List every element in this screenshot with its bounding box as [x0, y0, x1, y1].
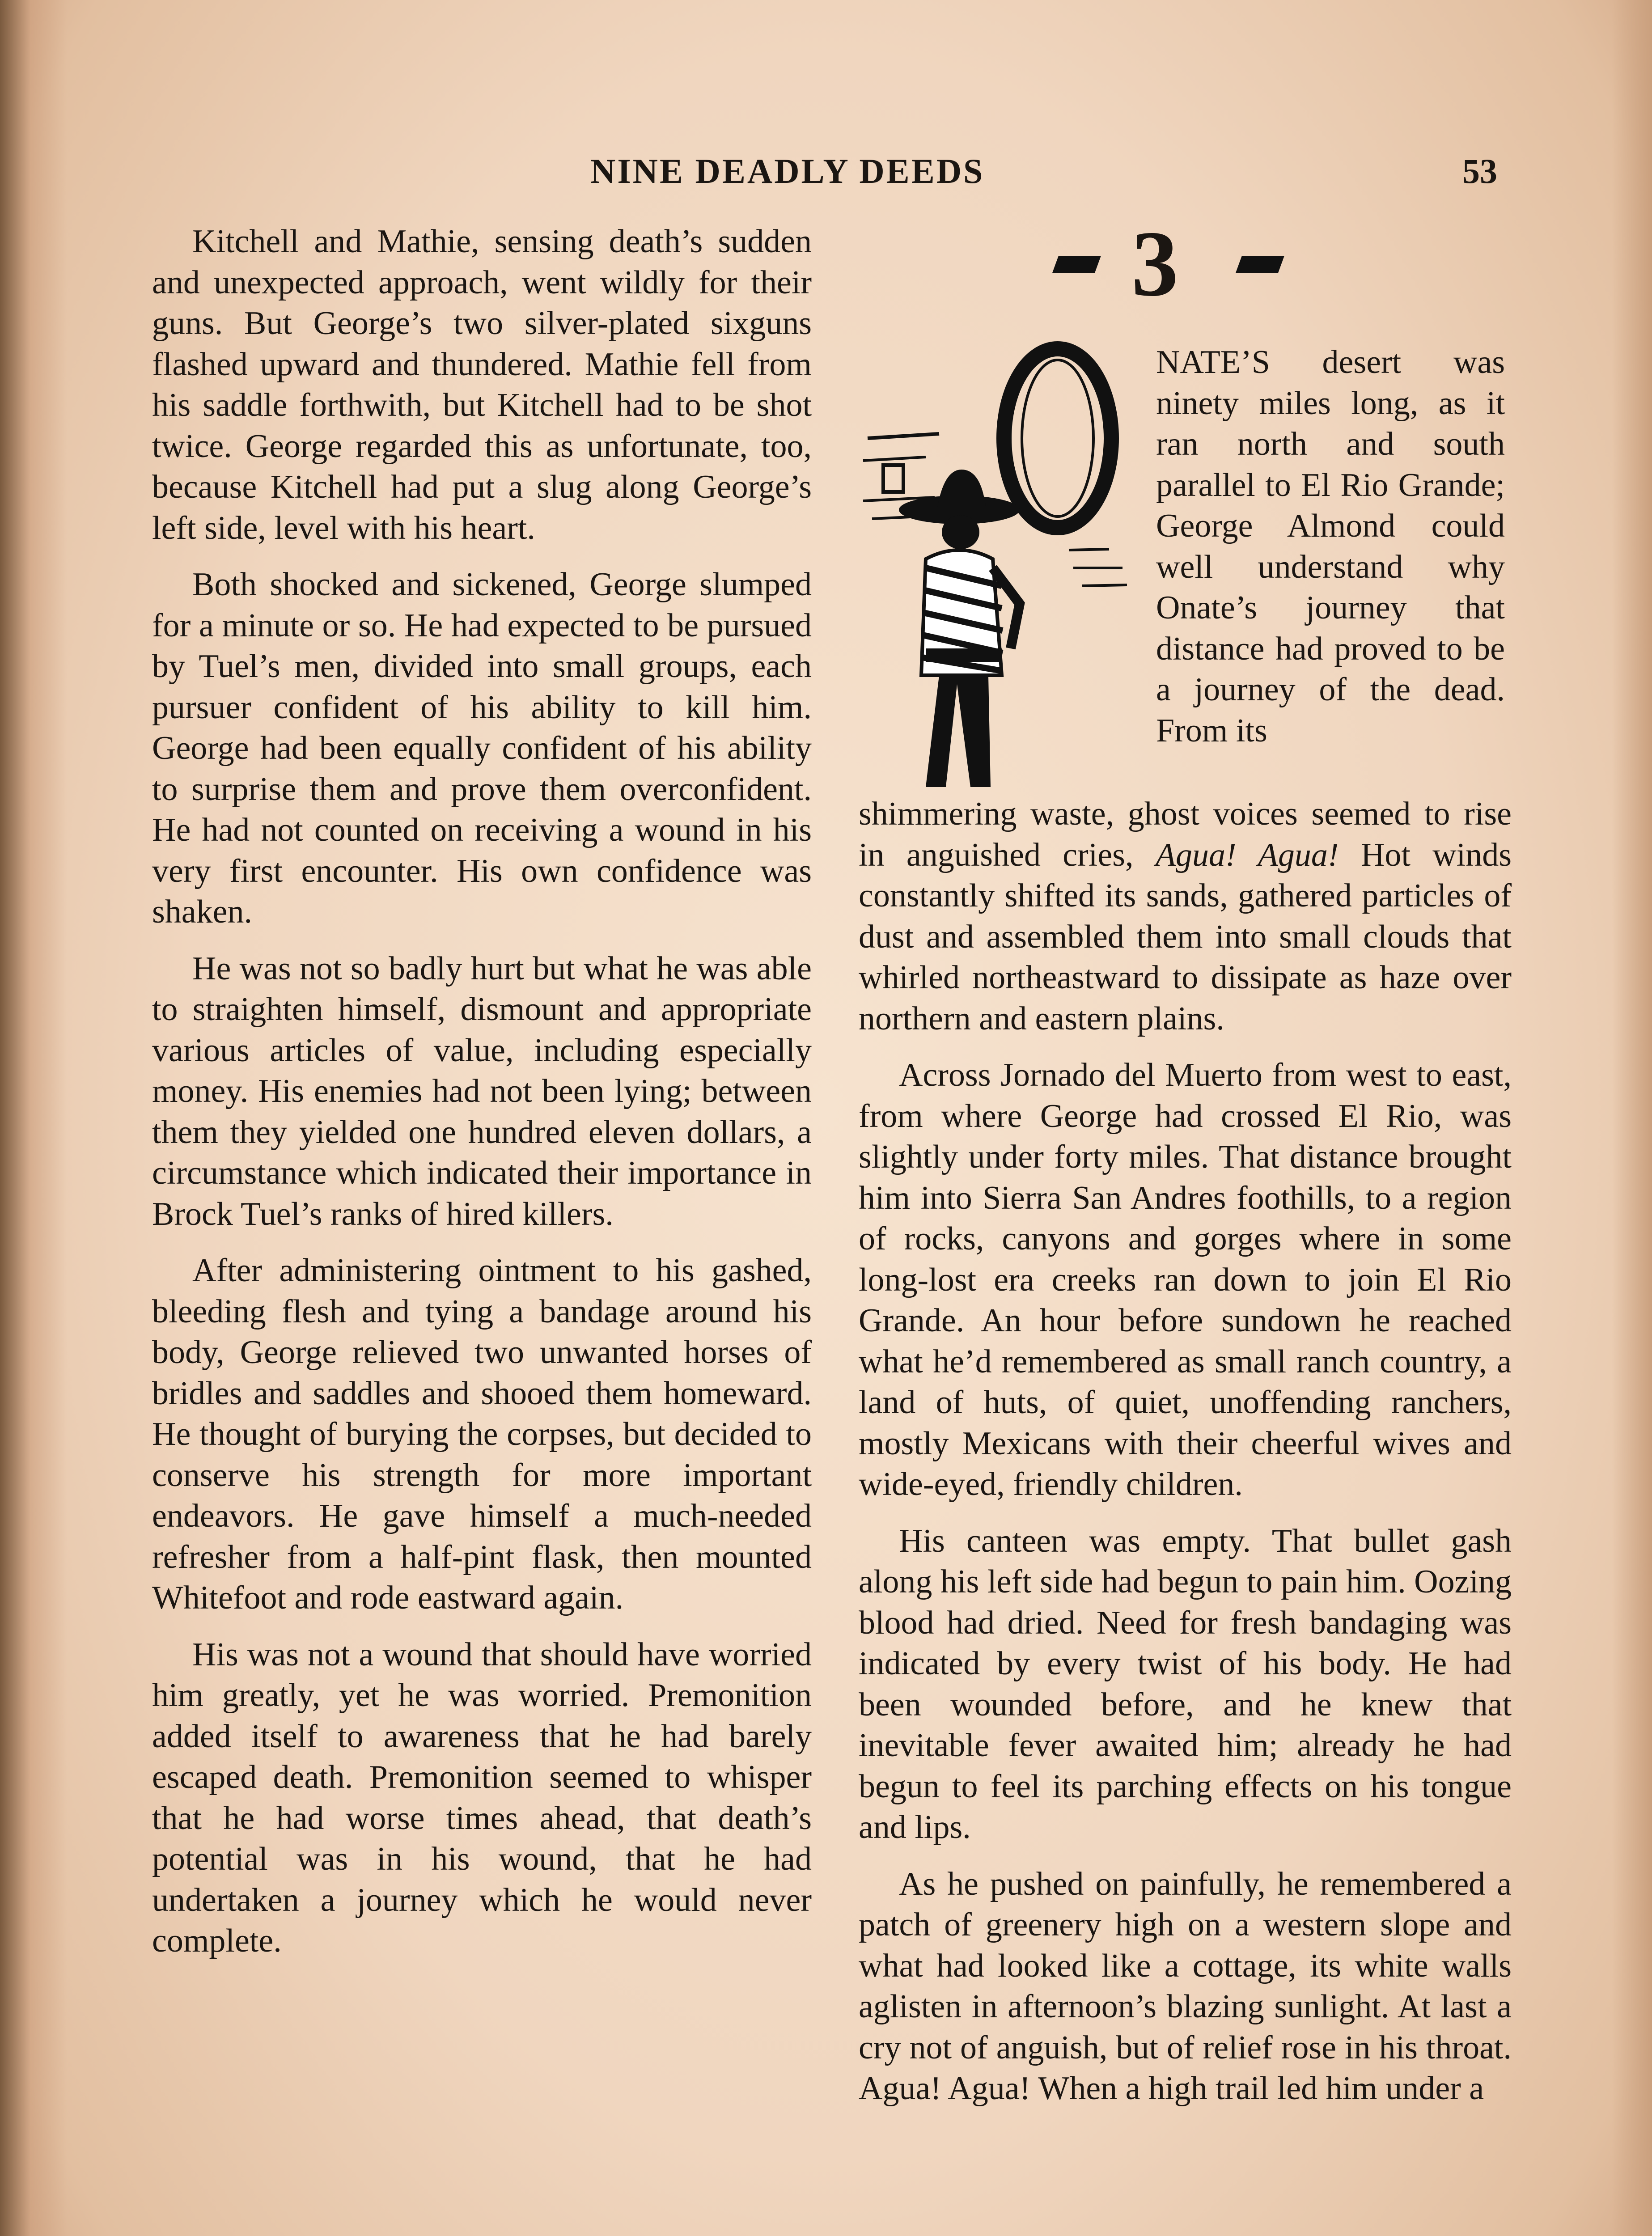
chapter-dash-left: [1052, 256, 1101, 273]
drop-cap-illustration: [859, 335, 1149, 796]
page-edge-shadow: [1612, 0, 1652, 2236]
paragraph: His was not a wound that should have worried him greatly, yet he was worried. Premonition added itself to awareness that he had barely escaped death. Premonition seemed to whisper that he had worse times ahead, that death’s potential was in his wound, that he had undertaken a journey which he would never complete.: [152, 1636, 812, 1959]
opening-italic: Agua! Agua!: [1155, 836, 1339, 873]
page-binding-shadow: [0, 0, 67, 2236]
opening-text: shimmering waste, ghost voices seemed to rise in anguished cries,: [859, 796, 1512, 873]
paragraph: After administering ointment to his gashed, bleeding flesh and tying a bandage around his body, George relieved two unwanted horses of bridles and saddles and shooed them homeward. He thought of burying the corpses, but decided to conserve his strength for more important endeavors. He gave himself a much-needed refresher from a half-pint flask, then mounted Whitefoot and rode eastward again.: [152, 1252, 812, 1616]
paragraph: He was not so badly hurt but what he was able to straighten himself, dismount and appropriate various articles of value, including especially money. His enemies had not been lying; between them they yielded one hundred eleven dollars, a circumstance which indicated their importance in Brock Tuel’s ranks of hired killers.: [152, 950, 812, 1232]
running-head: NINE DEADLY DEEDS: [590, 152, 985, 191]
chapter-number: 3: [1131, 212, 1178, 316]
left-column: [152, 221, 812, 1978]
paragraph: Across Jornado del Muerto from west to east, from where George had crossed El Rio, was slightly under forty miles. That distance brought him into Sierra San Andres foothills, to a region of rocks, canyons and gorges where in some long-lost era creeks ran down to join El Rio Grande. An hour before sundown he reached what he’d remembered as small ranch country, a land of huts, of quiet, unoffending ranchers, mostly Mexicans with their cheerful wives and wide-eyed, friendly children.: [859, 1057, 1512, 1503]
chapter-opening-wrap: NATE’S desert was ninety miles long, as it ran north and south parallel to El Rio Grande; George Almond could well understand why Onate’s journey that distance had proved to be a journey of the dead. From its: [1156, 344, 1505, 749]
opening-rest: Hot winds constantly shifted its sands, gathered particles of dust and assembled them into small clouds that whirled northeastward to dissipate as haze over northern and eastern plains.: [859, 836, 1512, 1037]
chapter-opening-continuation: [859, 794, 1512, 1039]
drop-cap-letter: O: [1058, 385, 1061, 390]
right-column: [859, 794, 1512, 2125]
page-number: 53: [1462, 152, 1497, 191]
paragraph: Kitchell and Mathie, sensing death’s sudden and unexpected approach, went wildly for their guns. But George’s two silver-plated sixguns flashed upward and thundered. Mathie fell from his saddle forthwith, but Kitchell had to be shot twice. George regarded this as unfortunate, too, because Kitchell had put a slug along George’s left side, level with his heart.: [152, 223, 812, 546]
paragraph: As he pushed on painfully, he remembered a patch of greenery high on a western slope and what had looked like a cottage, its white walls aglisten in afternoon’s blazing sunlight. At last a cry not of anguish, but of relief rose in his throat. Agua! Agua! When a high trail led him under a: [859, 1865, 1512, 2107]
paragraph: Both shocked and sickened, George slumped for a minute or so. He had expected to be pursued by Tuel’s men, divided into small groups, each pursuer confident of his ability to kill him. George had been equally confident of his ability to surprise them and prove them overconfident. He had not counted on receiving a wound in his very first encounter. His own confidence was shaken.: [152, 566, 812, 930]
paragraph: His canteen was empty. That bullet gash along his left side had begun to pain him. Oozing blood had dried. Need for fresh bandaging was indicated by every twist of his body. He had been wounded before, and he knew that inevitable fever awaited him; already he had begun to feel its parching effects on his tongue and lips.: [859, 1522, 1512, 1846]
chapter-dash-right: [1236, 256, 1284, 273]
